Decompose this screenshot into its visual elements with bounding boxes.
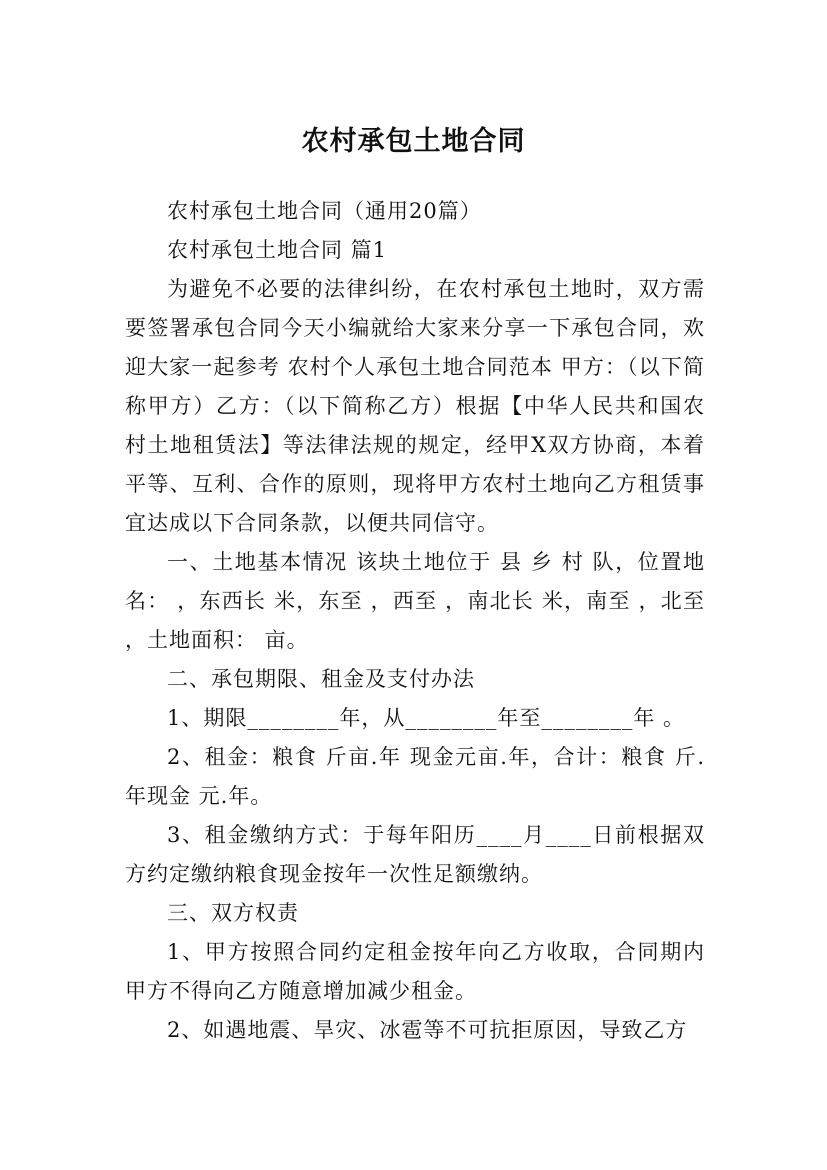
paragraph-intro: 为避免不必要的法律纠纷，在农村承包土地时，双方需要签署承包合同今天小编就给大家来分享一下承包合同，欢迎大家一起参考 农村个人承包土地合同范本 甲方：（以下简称甲方）乙方：（以下简称乙方）根据【中华人民共和国农村土地租赁法】等法律法规的规定，经甲X双方协商，本着平等、互利、合作的原则，现将甲方农村土地向乙方租赁事宜达成以下合同条款，以便共同信守。 <box>125 277 705 535</box>
paragraph-term-heading: 二、承包期限、租金及支付办法 <box>167 667 475 691</box>
paragraph-land-info: 一、土地基本情况 该块土地位于 县 乡 村 队，位置地名： ，东西长 米，东至 ，西至 ，南北长 米，南至 ，北至 ，土地面积： 亩。 <box>125 550 705 652</box>
paragraph-rights-2: 2、如遇地震、旱灾、冰雹等不可抗拒原因，导致乙方 <box>167 1018 688 1042</box>
paragraph-rent: 2、租金：粮食 斤亩.年 现金元亩.年，合计：粮食 斤.年现金 元.年。 <box>125 745 705 808</box>
document-title: 农村承包土地合同 <box>301 126 526 158</box>
paragraph-rights-heading: 三、双方权责 <box>167 901 299 925</box>
paragraph-rights-1: 1、甲方按照合同约定租金按年向乙方收取，合同期内甲方不得向乙方随意增加减少租金。 <box>125 940 705 1003</box>
paragraph-subtitle: 农村承包土地合同（通用20篇） <box>167 199 482 223</box>
paragraph-payment-method: 3、租金缴纳方式：于每年阳历____月____日前根据双方约定缴纳粮食现金按年一次性足额缴纳。 <box>125 823 705 886</box>
paragraph-term-period: 1、期限________年，从________年至________年 。 <box>167 706 686 730</box>
paragraph-section-heading: 农村承包土地合同 篇1 <box>167 238 388 262</box>
document-body <box>125 192 705 1050</box>
